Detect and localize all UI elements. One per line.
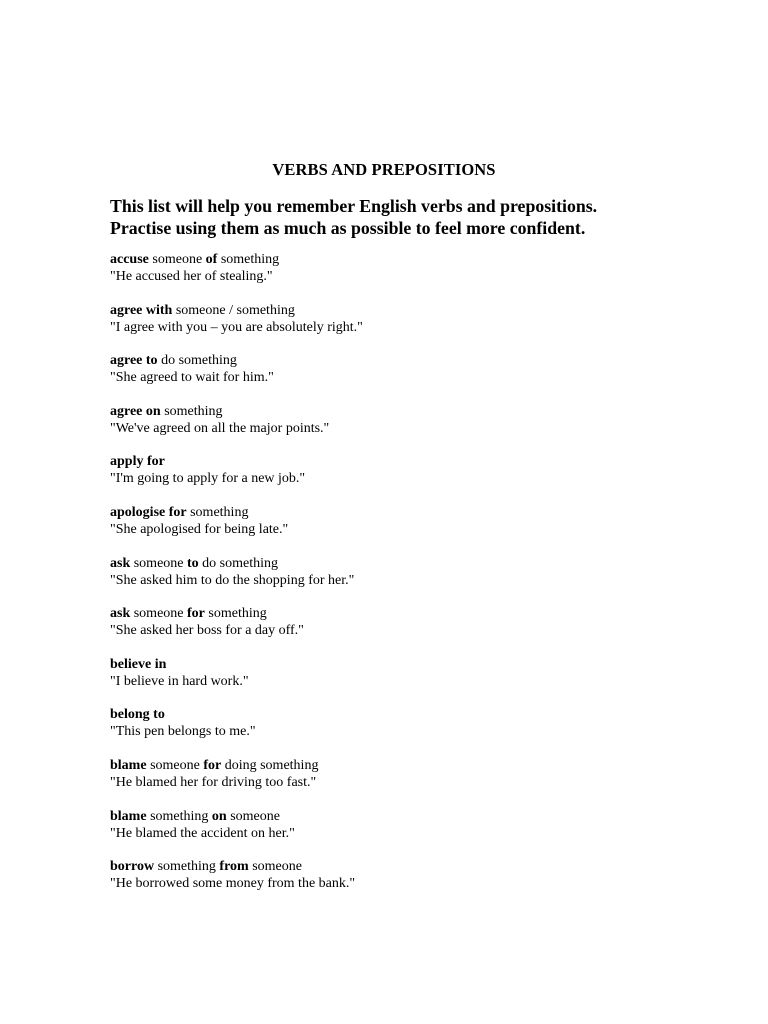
- phrase-keyword: on: [211, 808, 227, 824]
- phrase-text: someone: [146, 757, 204, 773]
- phrase-text: someone: [130, 555, 187, 571]
- entry-example: "I believe in hard work.": [110, 673, 249, 689]
- page-title: VERBS AND PREPOSITIONS: [272, 160, 496, 179]
- entry-phrase: [110, 605, 710, 622]
- phrase-keyword: believe in: [110, 656, 167, 672]
- entry-example: "She asked him to do the shopping for her.": [110, 572, 355, 588]
- list-item: [110, 555, 710, 606]
- phrase-text: doing something: [221, 757, 319, 773]
- entry-phrase: [110, 808, 710, 825]
- phrase-text: something: [204, 606, 267, 622]
- phrase-keyword: ask: [110, 555, 131, 571]
- entry-list: [110, 251, 710, 909]
- list-item: [110, 656, 710, 707]
- entry-phrase: [110, 251, 710, 268]
- entry-example: "I agree with you – you are absolutely right.": [110, 319, 363, 335]
- phrase-keyword: accuse: [110, 252, 149, 267]
- phrase-text: someone: [248, 859, 302, 875]
- entry-phrase: [110, 858, 710, 875]
- phrase-text: something: [217, 252, 280, 267]
- intro-paragraph: [110, 195, 730, 239]
- entry-phrase: [110, 352, 710, 369]
- entry-example: "She apologised for being late.": [110, 521, 289, 537]
- list-item: [110, 605, 710, 656]
- entry-phrase: [110, 757, 710, 774]
- phrase-text: something: [186, 504, 249, 520]
- phrase-keyword: apologise for: [110, 504, 187, 520]
- list-item: [110, 352, 710, 403]
- phrase-text: do something: [157, 353, 237, 369]
- phrase-text: someone: [130, 606, 187, 622]
- list-item: [110, 706, 710, 757]
- list-item: [110, 251, 710, 302]
- phrase-keyword: belong to: [110, 707, 165, 723]
- entry-phrase: [110, 403, 710, 420]
- entry-example: "He borrowed some money from the bank.": [110, 876, 356, 892]
- phrase-text: someone: [148, 252, 206, 267]
- intro-line: This list will help you remember English verbs and prepositions.: [110, 196, 598, 216]
- entry-phrase: [110, 453, 710, 470]
- phrase-keyword: to: [187, 555, 199, 571]
- entry-example: "We've agreed on all the major points.": [110, 420, 330, 436]
- phrase-keyword: of: [205, 252, 218, 267]
- phrase-keyword: apply for: [110, 454, 165, 470]
- phrase-text: someone: [226, 808, 280, 824]
- phrase-text: do something: [198, 555, 279, 571]
- list-item: [110, 808, 710, 859]
- entry-example: "I'm going to apply for a new job.": [110, 471, 306, 487]
- entry-phrase: [110, 706, 710, 723]
- list-item: [110, 858, 710, 909]
- intro-line: Practise using them as much as possible to feel more confident.: [110, 218, 586, 238]
- phrase-keyword: blame: [110, 757, 147, 773]
- entry-example: "He blamed her for driving too fast.": [110, 774, 317, 790]
- phrase-text: something: [154, 859, 220, 875]
- entry-phrase: [110, 656, 710, 673]
- phrase-keyword: ask: [110, 606, 131, 622]
- phrase-keyword: agree to: [110, 353, 158, 369]
- entry-example: "He accused her of stealing.": [110, 269, 273, 284]
- phrase-text: something: [146, 808, 212, 824]
- phrase-keyword: for: [187, 606, 205, 622]
- list-item: [110, 453, 710, 504]
- phrase-text: someone / something: [172, 302, 295, 318]
- phrase-keyword: agree with: [110, 302, 173, 318]
- entry-phrase: [110, 504, 710, 521]
- list-item: [110, 302, 710, 353]
- phrase-keyword: blame: [110, 808, 147, 824]
- entry-example: "He blamed the accident on her.": [110, 825, 295, 841]
- phrase-keyword: from: [219, 859, 249, 875]
- phrase-keyword: borrow: [110, 859, 155, 875]
- entry-phrase: [110, 302, 710, 319]
- phrase-keyword: agree on: [110, 403, 161, 419]
- list-item: [110, 504, 710, 555]
- entry-example: "She agreed to wait for him.": [110, 370, 274, 386]
- entry-phrase: [110, 555, 710, 572]
- entry-example: "This pen belongs to me.": [110, 724, 256, 740]
- phrase-text: something: [160, 403, 223, 419]
- list-item: [110, 757, 710, 808]
- list-item: [110, 403, 710, 454]
- entry-example: "She asked her boss for a day off.": [110, 623, 304, 639]
- phrase-keyword: for: [203, 757, 222, 773]
